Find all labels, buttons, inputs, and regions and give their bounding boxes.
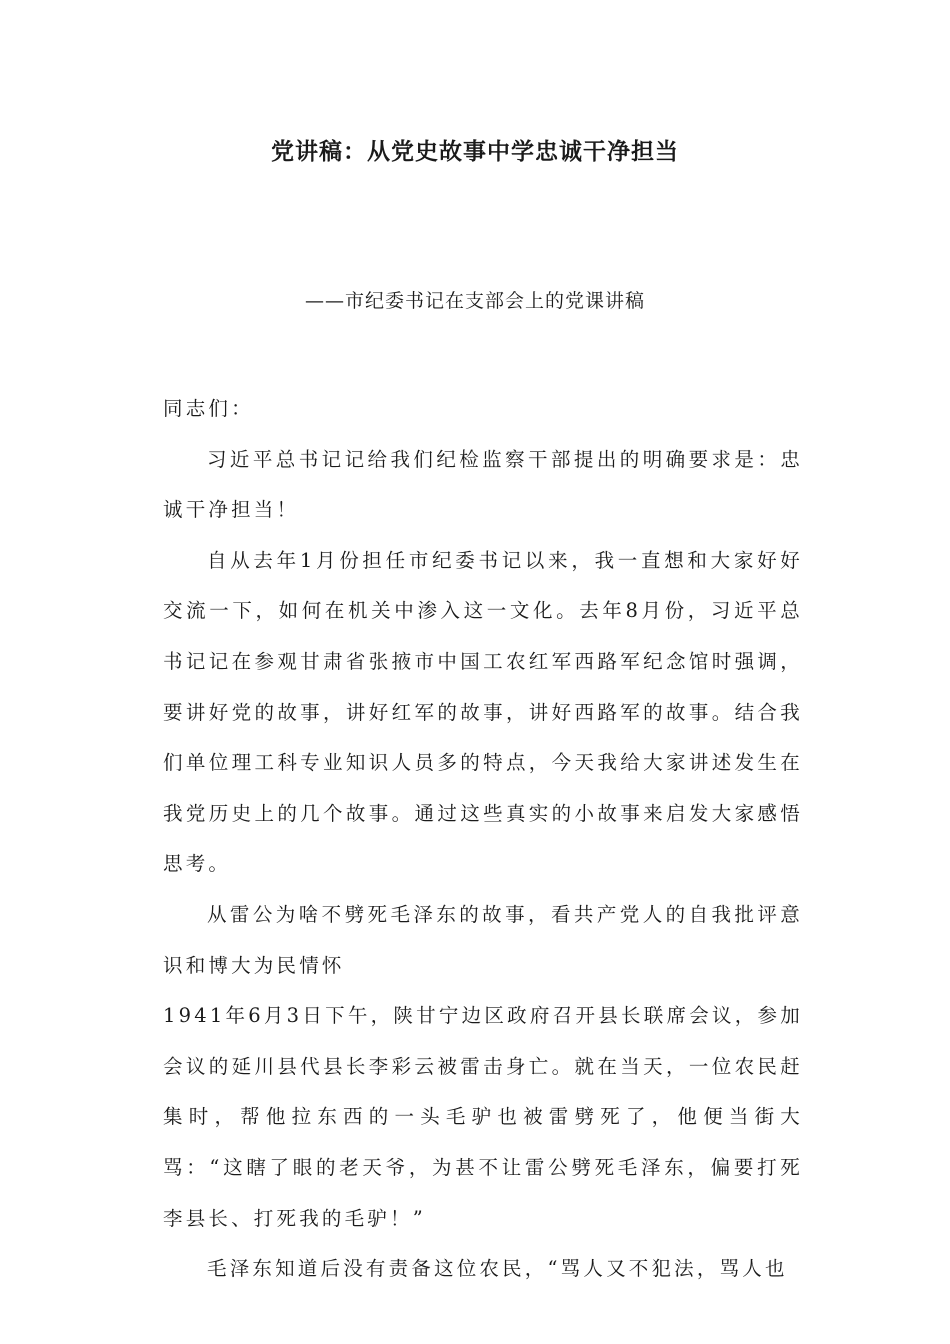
body-paragraph: 习近平总书记记给我们纪检监察干部提出的明确要求是：忠诚干净担当！ [163, 447, 803, 522]
document-subtitle: ——市纪委书记在支部会上的党课讲稿 [304, 290, 645, 312]
salutation-paragraph: 同志们： [163, 397, 254, 420]
body-paragraph: 毛泽东知道后没有责备这位农民，“骂人又不犯法，骂人也 [207, 1257, 788, 1281]
section-heading-paragraph: 从雷公为啥不劈死毛泽东的故事，看共产党人的自我批评意识和博大为民情怀 [163, 902, 803, 977]
body-paragraph: 自从去年1月份担任市纪委书记以来，我一直想和大家好好交流一下，如何在机关中渗入这一文化。去年8月份，习近平总书记记在参观甘肃省张掖市中国工农红军西路军纪念馆时强调，要讲好党的故事，讲好红军的故事，讲好西路军的故事。结合我们单位理工科专业知识人员多的特点，今天我给大家讲述发生在我党历史上的几个故事。通过这些真实的小故事来启发大家感悟思考。 [163, 548, 803, 876]
document-title: 党讲稿：从党史故事中学忠诚干净担当 [271, 139, 679, 165]
document-body [163, 384, 803, 1295]
body-paragraph: 1941年6月3日下午，陕甘宁边区政府召开县长联席会议，参加会议的延川县代县长李彩云被雷击身亡。就在当天，一位农民赶集时，帮他拉东西的一头毛驴也被雷劈死了，他便当街大骂：“这瞎了眼的老天爷，为甚不让雷公劈死毛泽东，偏要打死李县长、打死我的毛驴！” [163, 1004, 803, 1230]
